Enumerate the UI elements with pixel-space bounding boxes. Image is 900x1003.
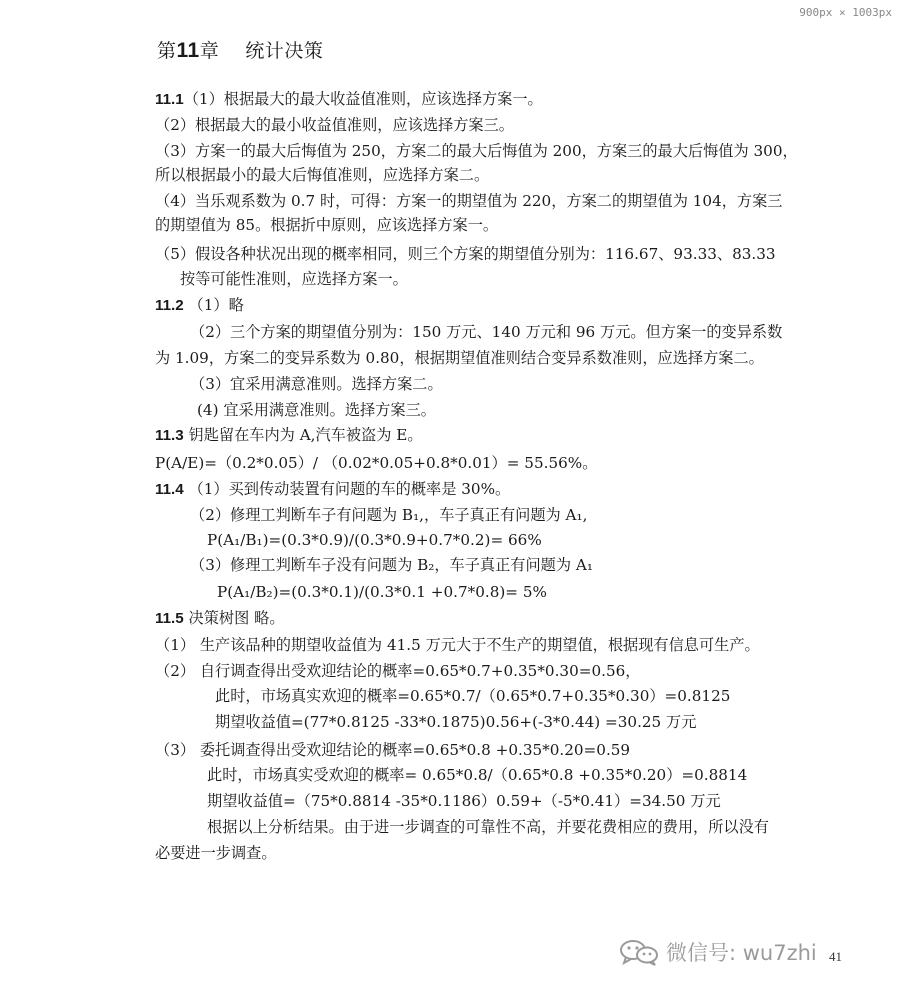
text-line: （1） 生产该品种的期望收益值为 41.5 万元大于不生产的期望值，根据现有信息可生产。 [155, 636, 760, 654]
text-line: 必要进一步调查。 [155, 844, 277, 862]
chapter-prefix: 第 [157, 40, 177, 62]
text-line: （4）当乐观系数为 0.7 时，可得：方案一的期望值为 220，方案二的期望值为 104，方案三 [155, 192, 783, 210]
text-line: （5）假设各种状况出现的概率相同，则三个方案的期望值分别为：116.67、93.33、83.33 [155, 245, 776, 263]
section-number: 11.4 [155, 481, 184, 498]
wechat-watermark [618, 937, 817, 967]
text-line [155, 479, 510, 500]
text-line: 按等可能性准则，应选择方案一。 [180, 270, 408, 288]
text-line: （2）三个方案的期望值分别为：150 万元、140 万元和 96 万元。但方案一的变异系数 [190, 323, 783, 341]
line-text: （1）根据最大的最大收益值准则，应该选择方案一。 [183, 90, 543, 108]
text-line: 此时，市场真实受欢迎的概率= 0.65*0.8/（0.65*0.8 +0.35*0.20）=0.8814 [207, 766, 748, 784]
text-line: （2）根据最大的最小收益值准则，应该选择方案三。 [155, 116, 514, 134]
text-line: P(A₁/B₂)=(0.3*0.1)/(0.3*0.1 +0.7*0.8)= 5% [217, 583, 547, 601]
image-size-label: 900px × 1003px [799, 6, 892, 19]
text-line: （2）修理工判断车子有问题为 B₁,，车子真正有问题为 A₁, [190, 506, 588, 524]
text-line [155, 608, 285, 629]
text-line: 期望收益值=（75*0.8814 -35*0.1186）0.59+（-5*0.41）=34.50 万元 [207, 792, 721, 810]
section-number: 11.2 [155, 297, 184, 314]
text-line: （3）修理工判断车子没有问题为 B₂，车子真正有问题为 A₁ [190, 556, 593, 574]
text-line: (4) 宜采用满意准则。选择方案三。 [197, 401, 436, 419]
text-line [155, 425, 423, 446]
chapter-suffix: 章 [199, 40, 220, 62]
section-number: 11.1 [155, 91, 184, 108]
text-line: P(A₁/B₁)=(0.3*0.9)/(0.3*0.9+0.7*0.2)= 66% [207, 531, 542, 549]
text-line: （3） 委托调查得出受欢迎结论的概率=0.65*0.8 +0.35*0.20=0.59 [155, 741, 631, 759]
line-text: （1）略 [183, 296, 244, 314]
page-number: 41 [829, 949, 842, 964]
chapter-number: 11 [176, 39, 200, 62]
line-text: 决策树图 略。 [183, 609, 285, 627]
text-line: 期望收益值=(77*0.8125 -33*0.1875)0.56+(-3*0.44) =30.25 万元 [215, 713, 697, 731]
text-line: （3）方案一的最大后悔值为 250，方案二的最大后悔值为 200，方案三的最大后悔值为 300， [155, 142, 798, 160]
text-line: 的期望值为 85。根据折中原则，应该选择方案一。 [155, 216, 499, 234]
chapter-name: 统计决策 [245, 40, 324, 62]
section-number: 11.5 [155, 610, 184, 627]
text-line [155, 295, 244, 316]
text-line: 所以根据最小的最大后悔值准则，应选择方案二。 [155, 166, 490, 184]
chapter-title [157, 36, 323, 63]
text-line [155, 89, 543, 110]
text-line: 此时，市场真实欢迎的概率=0.65*0.7/（0.65*0.7+0.35*0.30）=0.8125 [215, 687, 731, 705]
text-line: （2） 自行调查得出受欢迎结论的概率=0.65*0.7+0.35*0.30=0.56， [155, 662, 641, 680]
text-line: 根据以上分析结果。由于进一步调查的可靠性不高，并要花费相应的费用，所以没有 [207, 818, 769, 836]
text-line: P(A/E)=（0.2*0.05）/ （0.02*0.05+0.8*0.01）= 55.56%。 [155, 454, 598, 472]
wechat-icon [618, 938, 660, 966]
text-line: 为 1.09，方案二的变异系数为 0.80，根据期望值准则结合变异系数准则，应选择方案二。 [155, 349, 764, 367]
watermark-text: 微信号: wu7zhi [666, 941, 817, 965]
line-text: 钥匙留在车内为 A,汽车被盗为 E。 [183, 426, 423, 444]
section-number: 11.3 [155, 427, 184, 444]
text-line: （3）宜采用满意准则。选择方案二。 [190, 375, 443, 393]
line-text: （1）买到传动装置有问题的车的概率是 30%。 [183, 480, 511, 498]
